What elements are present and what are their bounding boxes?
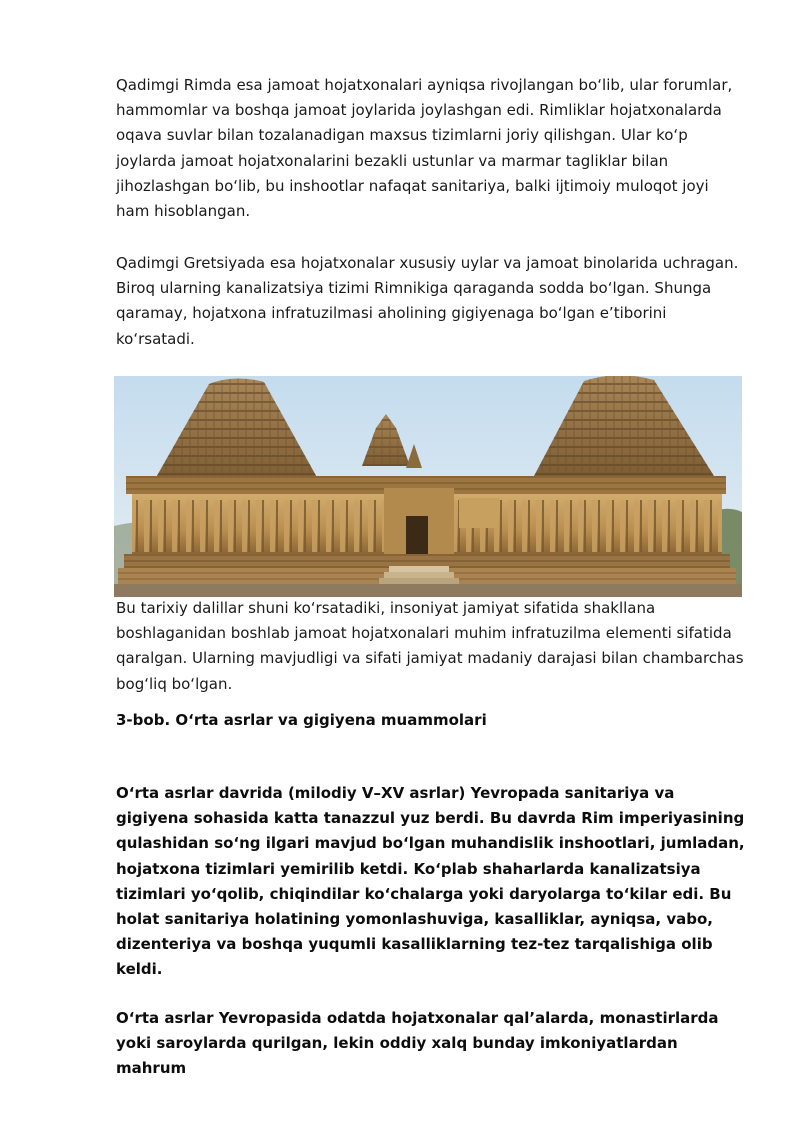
paragraph-evidence: Bu tarixiy dalillar shuni ko‘rsatadiki, insoniyat jamiyat sifatida shakllana boshlaganidan boshlab jamoat hojatxonalari muhim infratuzilma elementi sifatida qaralgan. Ularning mavjudligi va sifati jamiyat madaniy darajasi bilan chambarchas bog‘liq bo‘lgan. [116,599,744,693]
paragraph-rome: Qadimgi Rimda esa jamoat hojatxonalari ayniqsa rivojlangan bo‘lib, ular forumlar, hammomlar va boshqa jamoat joylarida joylashgan edi. Rimliklar hojatxonalarda oqava suvlar bilan tozalanadigan maxsus tizimlarni joriy qilishgan. Ular ko‘p joylarda jamoat hojatxonalarini bezakli ustunlar va marmar tagliklar bilan jihozlashgan bo‘lib, bu inshootlar nafaqat sanitariya, balki ijtimoiy muloqot joyi ham hisoblangan. [116,76,733,221]
paragraph-greece: Qadimgi Gretsiyada esa hojatxonalar xususiy uylar va jamoat binolarida uchragan. Biroq ularning kanalizatsiya tizimi Rimnikiga qaraganda sodda bo‘lgan. Shunga qaramay, hojatxona infratuzilmasi aholining gigiyenaga bo‘lgan e’tiborini ko‘rsatadi. [116,254,739,348]
section-heading: 3-bob. O‘rta asrlar va gigiyena muammolari [116,711,487,729]
paragraph-castles: O‘rta asrlar Yevropasida odatda hojatxonalar qal’alarda, monastirlarda yoki saroylarda qurilgan, lekin oddiy xalq bunday imkoniyatlardan mahrum [116,1009,719,1078]
temple-photo [114,376,742,597]
paragraph-middle-ages: O‘rta asrlar davrida (milodiy V–XV asrlar) Yevropada sanitariya va gigiyena sohasida katta tanazzul yuz berdi. Bu davrda Rim imperiyasining qulashidan so‘ng ilgari mavjud bo‘lgan muhandislik inshootlari, jumladan, hojatxona tizimlari yemirilib ketdi. Ko‘plab shaharlarda kanalizatsiya tizimlari yo‘qolib, chiqindilar ko‘chalarga yoki daryolarga to‘kilar edi. Bu holat sanitariya holatining yomonlashuviga, kasalliklar, ayniqsa, vabo, dizenteriya va boshqa yuqumli kasalliklarning tez-tez tarqalishiga olib keldi. [116,784,745,979]
